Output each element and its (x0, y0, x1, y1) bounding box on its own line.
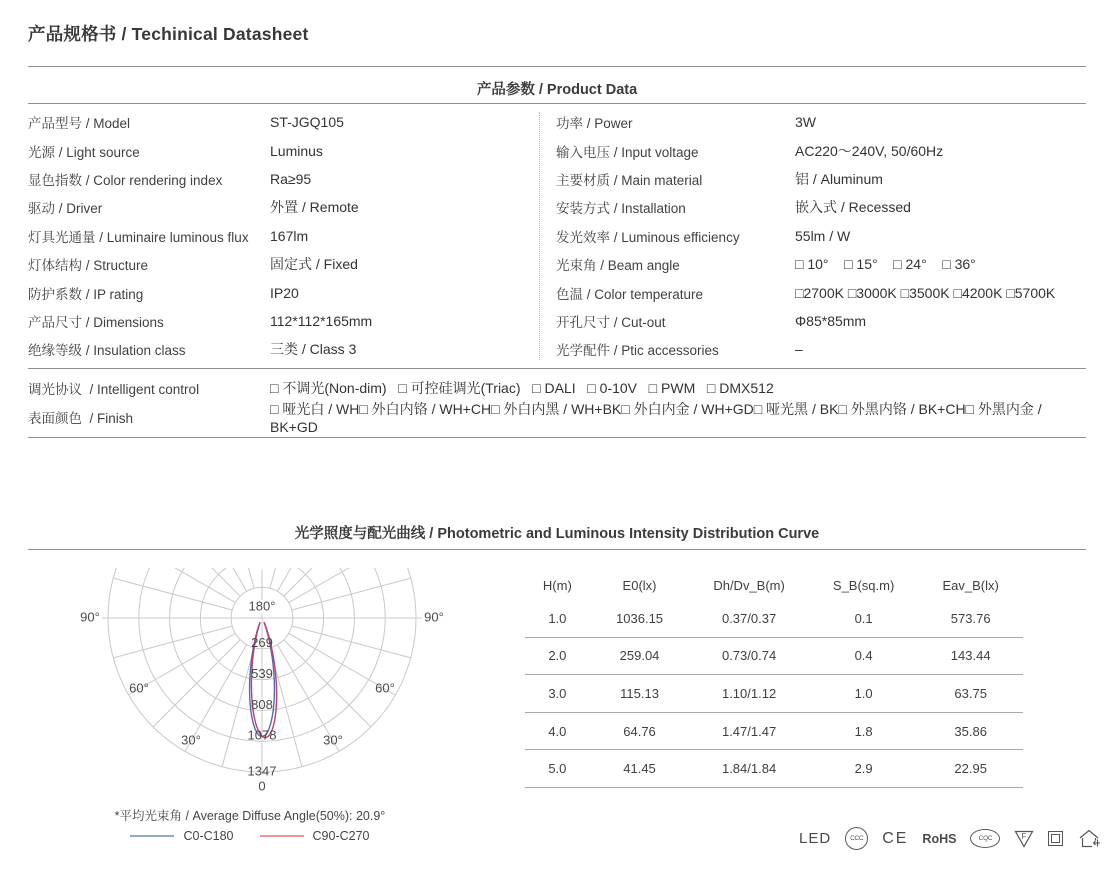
table-cell: 1.0 (548, 610, 567, 626)
spec-table-fullwidth (28, 374, 1090, 435)
indoor-use-icon (1077, 828, 1101, 850)
spec-row-value: 三类 / Class 3 (270, 341, 357, 358)
spec-row-label: 光束角 / Beam angle (556, 258, 680, 274)
legend-swatch-c90 (260, 835, 304, 837)
spec-row (556, 278, 1096, 306)
spec-row (556, 193, 1096, 221)
spec-row (556, 307, 1096, 335)
legend-item-c0 (130, 829, 233, 843)
polar-chart (40, 560, 500, 800)
section-title-photometric: 光学照度与配光曲线 / Photometric and Luminous Intensity Distribution Curve (294, 526, 820, 542)
rohs-label: RoHS (922, 831, 957, 846)
ccc-mark-icon (845, 827, 868, 850)
spec-row-label: 绝缘等级 / Insulation class (28, 343, 186, 359)
spec-row (556, 108, 1096, 136)
spec-row (28, 165, 533, 193)
spec-row-value: 112*112*165mm (270, 312, 373, 329)
table-cell: 1.0 (854, 685, 873, 701)
table-row (525, 750, 1023, 788)
led-label: LED (799, 830, 832, 847)
table-header-cell: H(m) (542, 577, 572, 593)
spec-row-label: 驱动 / Driver (28, 201, 103, 217)
spec-row-label: 开孔尺寸 / Cut-out (556, 314, 666, 330)
legend-label-c0: C0-C180 (183, 829, 234, 843)
svg-text:F: F (1022, 831, 1027, 841)
spec-row (556, 136, 1096, 164)
table-cell: 0.73/0.74 (721, 648, 777, 664)
spec-row-value: □ 10° □ 15° □ 24° □ 36° (795, 256, 976, 273)
spec-row-value: Φ85*85mm (795, 312, 867, 329)
table-cell: 2.0 (548, 648, 567, 664)
spec-row-label: 发光效率 / Luminous efficiency (556, 229, 740, 245)
spec-row-label: 显色指数 / Color rendering index (28, 172, 223, 188)
legend-swatch-c0 (130, 835, 174, 837)
table-cell: 63.75 (954, 685, 987, 701)
spec-row-label: 主要材质 / Main material (556, 172, 703, 188)
table-cell: 573.76 (950, 610, 991, 626)
table-cell: 143.44 (950, 648, 991, 664)
spec-row-value: ST-JGQ105 (270, 114, 344, 131)
spec-table-left (28, 108, 533, 364)
radial-label-539: 539 (251, 666, 273, 682)
angle-label-30-left: 30° (181, 732, 201, 748)
ce-mark-icon: CE (882, 829, 909, 847)
spec-row-label: 光源 / Light source (28, 144, 140, 160)
table-cell: 1.47/1.47 (721, 723, 777, 739)
section-title-product-data: 产品参数 / Product Data (476, 82, 638, 98)
spec-row-label: 功率 / Power (556, 116, 633, 132)
angle-label-60-left: 60° (129, 680, 149, 696)
spec-row-value: 嵌入式 / Recessed (795, 199, 911, 216)
polar-chart-svg (40, 560, 500, 800)
table-cell: 41.45 (623, 761, 656, 777)
spec-row-value: IP20 (270, 284, 299, 301)
chart-legend (60, 829, 440, 843)
radial-label-1078: 1078 (247, 727, 277, 743)
page-title: 产品规格书 / Techinical Datasheet (28, 24, 309, 44)
spec-row (556, 222, 1096, 250)
spec-row (28, 335, 533, 363)
radial-label-808: 808 (251, 696, 273, 712)
table-row (525, 638, 1023, 676)
table-cell: 3.0 (548, 685, 567, 701)
divider (28, 437, 1086, 438)
table-cell: 115.13 (620, 685, 659, 701)
table-cell: 0.37/0.37 (721, 610, 777, 626)
angle-label-90-right: 90° (424, 609, 444, 625)
angle-label-30-right: 30° (323, 732, 343, 748)
spec-row-label: 产品型号 / Model (28, 116, 131, 132)
spec-row-label: 表面颜色 / Finish (28, 410, 134, 426)
divider (28, 103, 1086, 104)
spec-row (28, 250, 533, 278)
table-cell: 1.8 (854, 723, 873, 739)
table-cell: 5.0 (548, 761, 567, 777)
spec-row (28, 222, 533, 250)
table-cell: 22.95 (954, 761, 987, 777)
spec-row (28, 307, 533, 335)
spec-row-label: 输入电压 / Input voltage (556, 144, 699, 160)
spec-row-label: 灯体结构 / Structure (28, 258, 149, 274)
table-cell: 35.86 (954, 723, 987, 739)
spec-row-label: 灯具光通量 / Luminaire luminous flux (28, 229, 249, 245)
class-ii-icon (1048, 831, 1063, 846)
radial-label-1347: 1347 (247, 763, 277, 779)
ccc-text: CCC (850, 835, 864, 842)
spec-row (28, 278, 533, 306)
spec-row-value: 外置 / Remote (270, 199, 359, 216)
spec-row-value: 固定式 / Fixed (270, 256, 358, 273)
spec-row-value: 3W (795, 114, 816, 131)
spec-row (556, 165, 1096, 193)
photometric-table (525, 570, 1023, 788)
table-cell: 0.4 (854, 648, 873, 664)
spec-row (28, 193, 533, 221)
table-header-cell: Dh/Dv_B(m) (713, 577, 785, 593)
spec-table-right (556, 108, 1096, 364)
certification-marks (799, 827, 1101, 850)
spec-row-label: 调光协议 / Intelligent control (28, 382, 200, 398)
table-header-cell: E0(lx) (622, 577, 657, 593)
spec-row-value: 55lm / W (795, 227, 851, 244)
spec-row-label: 产品尺寸 / Dimensions (28, 314, 164, 330)
average-beam-angle-note: *平均光束角 / Average Diffuse Angle(50%): 20.9° (114, 809, 386, 823)
spec-row-label: 防护系数 / IP rating (28, 286, 144, 302)
spec-row (556, 335, 1096, 363)
f-mark-icon (1014, 830, 1034, 848)
spec-row-value: 167lm (270, 227, 309, 244)
table-header-cell: Eav_B(lx) (942, 577, 999, 593)
spec-row-value: □2700K □3000K □3500K □4200K □5700K (795, 284, 1056, 301)
spec-row-value: Ra≥95 (270, 170, 312, 187)
table-cell: 1.84/1.84 (721, 761, 777, 777)
table-cell: 1036.15 (616, 610, 664, 626)
table-header-cell: S_B(sq.m) (832, 577, 895, 593)
table-cell: 259.04 (619, 648, 660, 664)
spec-row-value: AC220～240V, 50/60Hz (795, 142, 944, 159)
spec-row-label: 光学配件 / Ptic accessories (556, 343, 719, 359)
divider (28, 549, 1086, 550)
spec-row (28, 108, 533, 136)
spec-row-value: – (795, 341, 803, 358)
table-cell: 2.9 (854, 761, 873, 777)
spec-row-value: Luminus (270, 142, 323, 159)
angle-label-90-left: 90° (80, 609, 100, 625)
table-cell: 4.0 (548, 723, 567, 739)
spec-row-value: 铝 / Aluminum (795, 170, 883, 187)
table-cell: 64.76 (623, 723, 656, 739)
table-cell: 1.10/1.12 (721, 685, 777, 701)
spec-row-value: □ 不调光(Non-dim) □ 可控硅调光(Triac) □ DALI □ 0-10V □ PWM □ DMX512 (270, 380, 774, 397)
spec-row-label: 安装方式 / Installation (556, 201, 686, 217)
spec-row-label: 色温 / Color temperature (556, 286, 704, 302)
legend-label-c90: C90-C270 (312, 829, 370, 843)
table-header-row (525, 570, 1023, 600)
table-row (525, 675, 1023, 713)
table-row (525, 713, 1023, 751)
radial-label-269: 269 (251, 635, 273, 651)
angle-label-180: 180° (248, 598, 276, 614)
divider (28, 66, 1086, 67)
cqc-text: CQC (978, 835, 993, 842)
angle-label-60-right: 60° (375, 680, 395, 696)
legend-item-c90 (260, 829, 370, 843)
angle-label-0: 0 (258, 778, 266, 794)
cqc-mark-icon (970, 829, 1000, 848)
spec-row-value: □ 哑光白 / WH□ 外白内铬 / WH+CH□ 外白内黑 / WH+BK□ 外白内金 / WH+GD□ 哑光黑 / BK□ 外黑内铬 / BK+CH□ 外黑内金 / BK+GD (270, 400, 1046, 435)
column-divider (539, 112, 540, 360)
table-row (525, 600, 1023, 638)
spec-row (556, 250, 1096, 278)
divider (28, 368, 1086, 369)
spec-row (28, 400, 1090, 435)
table-cell: 0.1 (854, 610, 873, 626)
spec-row (28, 136, 533, 164)
